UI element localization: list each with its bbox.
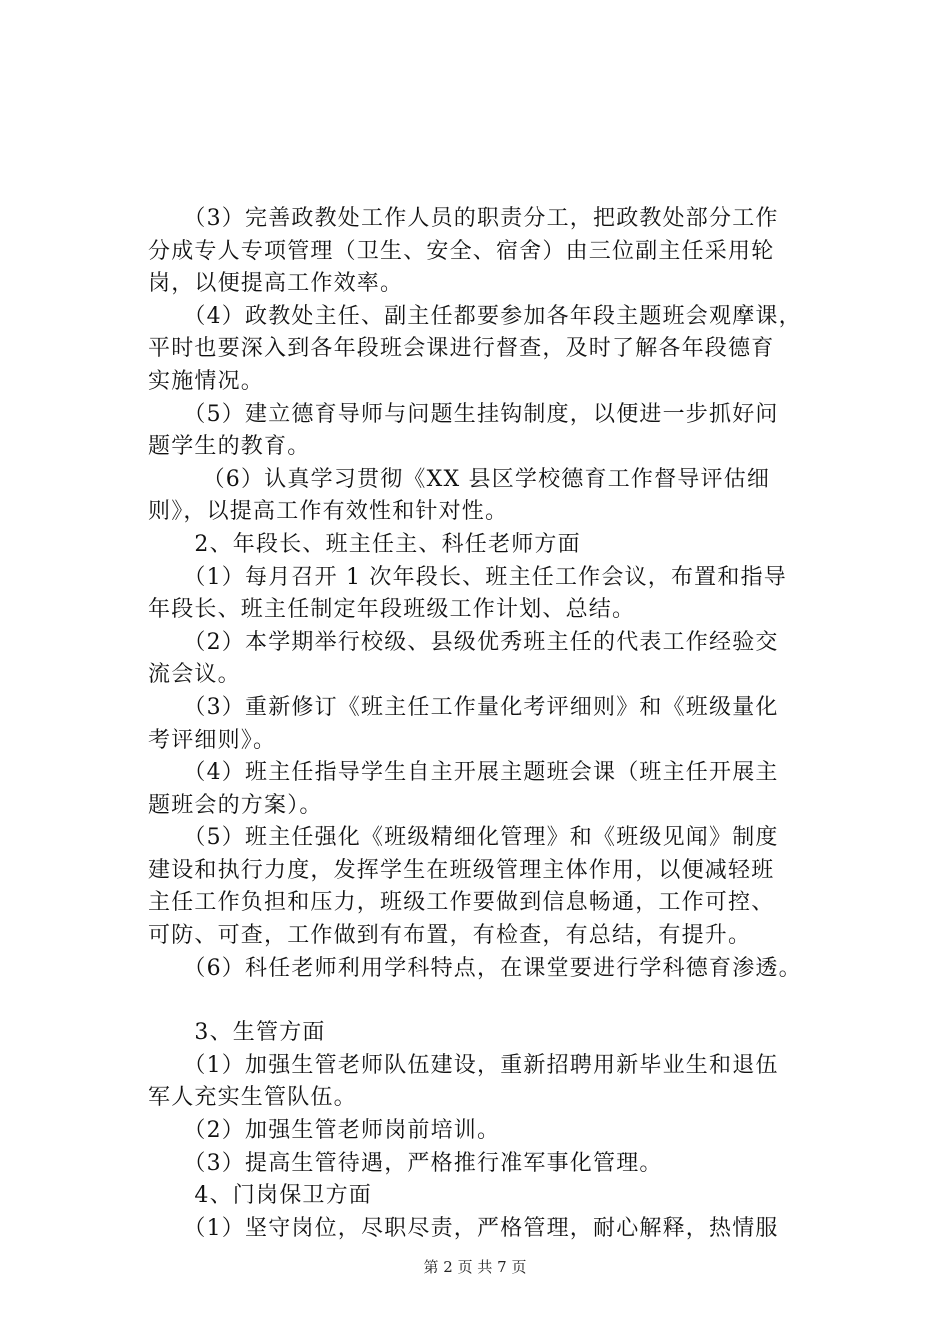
text-line: 军人充实生管队伍。: [148, 1085, 357, 1111]
page-footer: 第 2 页 共 7 页: [423, 1258, 527, 1276]
text-line: 分成专人专项管理（卫生、安全、宿舍）由三位副主任采用轮: [148, 238, 775, 264]
text-line: 可防、可查，工作做到有布置，有检查，有总结，有提升。: [148, 923, 752, 949]
text-line: 考评细则》。: [148, 727, 277, 753]
text-line: （4）政教处主任、副主任都要参加各年段主题班会观摩课，: [148, 303, 802, 329]
text-line: （1）加强生管老师队伍建设，重新招聘用新毕业生和退伍: [148, 1052, 779, 1078]
text-line: 主任工作负担和压力，班级工作要做到信息畅通，工作可控、: [148, 890, 775, 916]
text-line: 实施情况。: [148, 368, 265, 394]
document-body: [148, 203, 868, 1245]
blank-line: [148, 985, 868, 1017]
text-line: 则》，以提高工作有效性和针对性。: [148, 499, 509, 525]
text-line: 岗，以便提高工作效率。: [148, 271, 404, 297]
section-heading: 4、门岗保卫方面: [148, 1183, 372, 1209]
text-line: 建设和执行力度，发挥学生在班级管理主体作用，以便减轻班: [148, 857, 775, 883]
text-line: （4）班主任指导学生自主开展主题班会课（班主任开展主: [148, 760, 779, 786]
text-line: （5）班主任强化《班级精细化管理》和《班级见闻》制度: [148, 825, 779, 851]
section-heading: 2、年段长、班主任主、科任老师方面: [148, 531, 581, 557]
text-line: 题学生的教育。: [148, 434, 311, 460]
text-line: （1）坚守岗位，尽职尽责，严格管理，耐心解释，热情服: [148, 1215, 779, 1241]
text-line: 年段长、班主任制定年段班级工作计划、总结。: [148, 597, 636, 623]
section-heading: 3、生管方面: [148, 1020, 326, 1046]
text-line: （3）重新修订《班主任工作量化考评细则》和《班级量化: [148, 694, 779, 720]
text-line: （2）本学期举行校级、县级优秀班主任的代表工作经验交: [148, 629, 779, 655]
text-line: （1）每月召开 1 次年段长、班主任工作会议，布置和指导: [148, 564, 787, 590]
text-line: 题班会的方案）。: [148, 792, 323, 818]
text-line: （6）科任老师利用学科特点，在课堂要进行学科德育渗透。: [148, 955, 802, 981]
text-line: （2）加强生管老师岗前培训。: [148, 1118, 501, 1144]
text-line: 平时也要深入到各年段班会课进行督查，及时了解各年段德育: [148, 336, 775, 362]
text-line: （3）完善政教处工作人员的职责分工，把政教处部分工作: [148, 206, 779, 231]
text-line: 流会议。: [148, 662, 241, 688]
text-line: （5）建立德育导师与问题生挂钩制度，以便进一步抓好问: [148, 401, 779, 427]
text-line: （3）提高生管待遇，严格推行准军事化管理。: [148, 1150, 663, 1176]
text-line: （6）认真学习贯彻《XX 县区学校德育工作督导评估细: [148, 466, 771, 492]
